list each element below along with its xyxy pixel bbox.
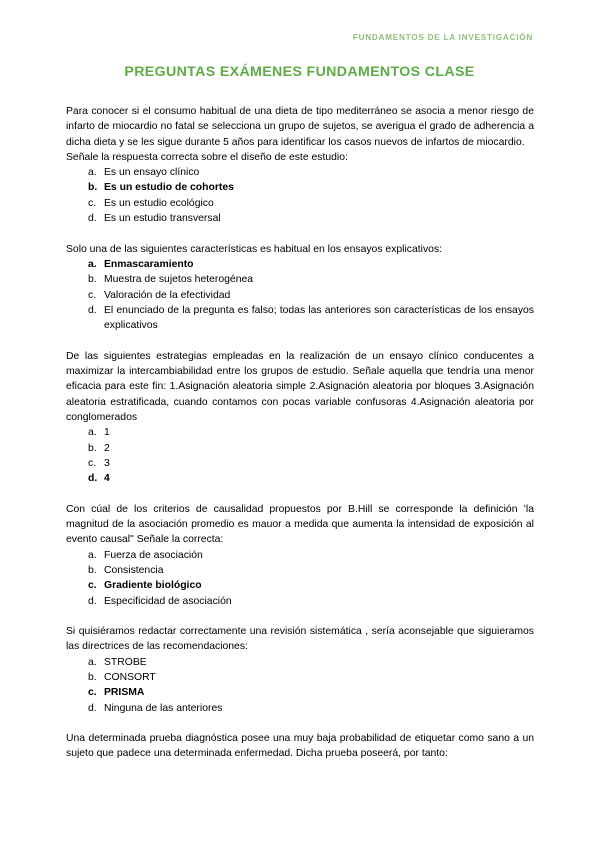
question-block	[66, 349, 534, 487]
option-item[interactable]	[88, 655, 534, 670]
option-label: Enmascaramiento	[104, 258, 194, 270]
option-label: PRISMA	[104, 687, 145, 699]
option-label: 3	[104, 457, 110, 469]
option-marker: c.	[88, 457, 97, 469]
option-item[interactable]	[88, 425, 534, 440]
option-label: Gradiente biológico	[104, 580, 202, 592]
option-marker: b.	[88, 442, 97, 454]
option-marker: b.	[88, 182, 98, 194]
option-item[interactable]	[88, 180, 534, 195]
option-item[interactable]	[88, 563, 534, 578]
question-prompt: Solo una de las siguientes características es habitual en los ensayos explicativos:	[66, 243, 443, 255]
option-item[interactable]	[88, 257, 534, 272]
option-item[interactable]	[88, 303, 534, 334]
option-label: 1	[104, 427, 110, 439]
option-label: 4	[104, 473, 110, 485]
option-label: Es un ensayo clínico	[104, 167, 200, 179]
option-item[interactable]	[88, 594, 534, 609]
option-label: CONSORT	[104, 671, 156, 683]
option-item[interactable]	[88, 272, 534, 287]
question-stem: Una determinada prueba diagnóstica posee una muy baja probabilidad de etiquetar como sano a un sujeto que padece una determinada enfermedad. Dicha prueba poseerá, por tanto:	[66, 733, 534, 760]
option-list	[66, 655, 534, 716]
option-marker: b.	[88, 564, 97, 576]
running-head: FUNDAMENTOS DE LA INVESTIGACIÓN	[352, 33, 533, 42]
page-title: PREGUNTAS EXÁMENES FUNDAMENTOS CLASE	[124, 64, 475, 80]
option-marker: a.	[88, 656, 97, 668]
option-item[interactable]	[88, 670, 534, 685]
option-label: Fuerza de asociación	[104, 549, 203, 561]
option-marker: a.	[88, 427, 97, 439]
option-label: Ninguna de las anteriores	[104, 702, 223, 714]
option-marker: b.	[88, 274, 97, 286]
option-item[interactable]	[88, 685, 534, 700]
question-stem: Si quisiéramos redactar correctamente una revisión sistemática , sería aconsejable que siguieramos las directrices de las recomendaciones:	[66, 626, 534, 653]
option-item[interactable]	[88, 701, 534, 716]
option-item[interactable]	[88, 441, 534, 456]
option-label: Muestra de sujetos heterogénea	[104, 274, 254, 286]
option-marker: a.	[88, 549, 97, 561]
option-marker: c.	[88, 580, 97, 592]
question-prompt: Señale la respuesta correcta sobre el diseño de este estudio:	[66, 151, 348, 163]
option-list	[66, 548, 534, 609]
document-body	[66, 104, 534, 762]
option-list	[66, 165, 534, 226]
option-item[interactable]	[88, 196, 534, 211]
option-marker: d.	[88, 473, 98, 485]
option-marker: d.	[88, 702, 97, 714]
option-item[interactable]	[88, 288, 534, 303]
option-marker: d.	[88, 213, 97, 225]
question-block	[66, 731, 534, 762]
option-marker: b.	[88, 671, 97, 683]
option-label: Consistencia	[104, 564, 164, 576]
option-item[interactable]	[88, 456, 534, 471]
question-block	[66, 502, 534, 609]
option-label: Valoración de la efectividad	[104, 289, 231, 301]
option-item[interactable]	[88, 211, 534, 226]
option-item[interactable]	[88, 165, 534, 180]
question-stem: De las siguientes estrategias empleadas en la realización de un ensayo clínico conducentes a maximizar la intercambiabilidad entre los grupos de estudio. Señale aquella que tendría una menor eficacia para este fin: 1.Asignación aleatoria simple 2.Asignación aleatoria por bloques 3.Asignación aleatoria estratificada, cuando contamos con pocas variable confusoras 4.Asignación aleatoria por conglomerados	[66, 350, 534, 423]
option-label: Es un estudio de cohortes	[104, 182, 234, 194]
option-label: 2	[104, 442, 110, 454]
option-marker: d.	[88, 595, 97, 607]
option-marker: c.	[88, 289, 97, 301]
option-marker: c.	[88, 687, 97, 699]
option-marker: a.	[88, 258, 97, 270]
option-label: Es un estudio transversal	[104, 213, 221, 225]
option-label: Especificidad de asociación	[104, 595, 232, 607]
question-block	[66, 624, 534, 716]
option-label: El enunciado de la pregunta es falso; todas las anteriores son características de los ensayos explicativos	[104, 304, 534, 332]
question-block	[66, 242, 534, 334]
option-item[interactable]	[88, 578, 534, 593]
option-list	[66, 257, 534, 333]
option-label: STROBE	[104, 656, 147, 668]
option-label: Es un estudio ecológico	[104, 197, 214, 209]
option-marker: a.	[88, 167, 97, 179]
question-stem: Con cúal de los criterios de causalidad propuestos por B.Hill se corresponde la definición ʻla magnitud de la asociación promedio es mauor a medida que aumenta la intensidad de exposición al evento causal" Señale la correcta:	[66, 503, 534, 546]
question-block	[66, 104, 534, 226]
option-marker: d.	[88, 304, 97, 316]
option-marker: c.	[88, 197, 97, 209]
option-list	[66, 425, 534, 486]
option-item[interactable]	[88, 548, 534, 563]
option-item[interactable]	[88, 471, 534, 486]
question-stem: Para conocer si el consumo habitual de una dieta de tipo mediterráneo se asocia a menor riesgo de infarto de miocardio no fatal se selecciona un grupo de sujetos, se averigua el grado de adherencia a dicha dieta y se les sigue durante 5 años para identificar los casos nuevos de infartos de miocardio.	[66, 106, 534, 148]
